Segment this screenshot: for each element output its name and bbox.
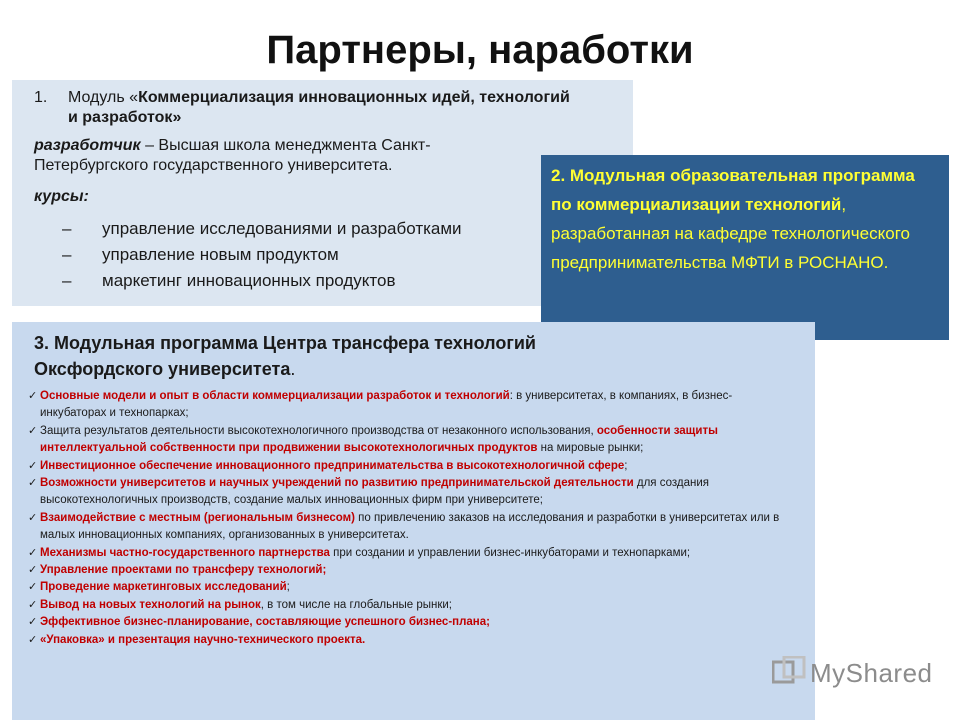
list-item: ✓ Возможности университетов и научных учреждений по развитию предпринимательской деятельности для создания высокотехнологичных производств, создание малых инновационных фирм при университете;: [28, 477, 709, 507]
checkmark-icon: ✓: [28, 546, 38, 559]
developer-label: разработчик: [34, 137, 141, 154]
list-item: ✓ Проведение маркетинговых исследований;: [28, 579, 798, 596]
list-number: 1.: [34, 89, 48, 106]
list-item: ✓ Управление проектами по трансферу технологий;: [28, 562, 798, 579]
list-item: ✓ Инвестиционное обеспечение инновационного предпринимательства в высокотехнологичной сфере;: [28, 458, 798, 475]
module-2-text: , разработанная на кафедре технологического предпринимательства МФТИ в РОСНАНО.: [551, 195, 910, 272]
developer-text: – Высшая школа менеджмента Санкт-Петербургского государственного университета.: [34, 137, 431, 174]
checkmark-icon: ✓: [28, 633, 38, 646]
checkmark-icon: ✓: [28, 459, 38, 472]
courses-list: [62, 216, 462, 294]
developer-line: [34, 136, 534, 176]
list-item: ✓ Механизмы частно-государственного партнерства при создании и управлении бизнес-инкубаторами и технопарками;: [28, 545, 798, 562]
checkmark-icon: ✓: [28, 616, 38, 629]
logo-mark-icon: [772, 656, 806, 690]
list-item: ✓ Взаимодействие с местным (региональным бизнесом) по привлечению заказов на исследования и разработки в университетах или в малых инновационных компаниях, организованных в университетах.: [28, 511, 780, 542]
module-2-title: 2. Модульная образовательная программа по коммерциализации технологий: [551, 166, 915, 214]
module-1-panel: [12, 80, 633, 306]
courses-label: курсы:: [34, 188, 89, 205]
checkmark-icon: ✓: [28, 424, 38, 437]
checkmark-icon: ✓: [28, 581, 38, 594]
list-item: ✓ Основные модели и опыт в области коммерциализации разработок и технологий: в университетах, в компаниях, в бизнес-инкубаторах и технопарках;: [28, 390, 733, 420]
list-item: ✓ Защита результатов деятельности высокотехнологичного производства от незаконного использования, особенности защиты интеллектуальной собственности при продвижении высокотехнологичных продуктов на мировые рынки;: [28, 424, 718, 455]
module-1-heading: [34, 88, 574, 128]
module-3-panel: [12, 322, 815, 720]
list-item: ✓ Вывод на новых технологий на рынок, в том числе на глобальные рынки;: [28, 597, 798, 614]
list-item: – маркетинг инновационных продуктов: [62, 271, 396, 290]
module-3-heading: 3. Модульная программа Центра трансфера технологий Оксфордского университета.: [34, 333, 536, 379]
page-title: Партнеры, наработки: [266, 28, 694, 72]
topics-list: [28, 388, 798, 649]
checkmark-icon: ✓: [28, 564, 38, 577]
checkmark-icon: ✓: [28, 598, 38, 611]
logo-text: MyShared: [810, 658, 933, 688]
list-item: – управление новым продуктом: [62, 245, 339, 264]
list-item: – управление исследованиями и разработками: [62, 219, 462, 238]
module-name: Коммерциализация инновационных идей, технологий и разработок»: [68, 89, 570, 126]
module-prefix: Модуль «: [68, 89, 139, 106]
module-2-callout: [541, 155, 949, 340]
list-item: ✓ Эффективное бизнес-планирование, составляющие успешного бизнес-плана;: [28, 614, 798, 631]
checkmark-icon: ✓: [28, 390, 38, 402]
checkmark-icon: ✓: [28, 511, 38, 524]
checkmark-icon: ✓: [28, 477, 38, 490]
list-item: ✓ «Упаковка» и презентация научно-технического проекта.: [28, 632, 798, 649]
